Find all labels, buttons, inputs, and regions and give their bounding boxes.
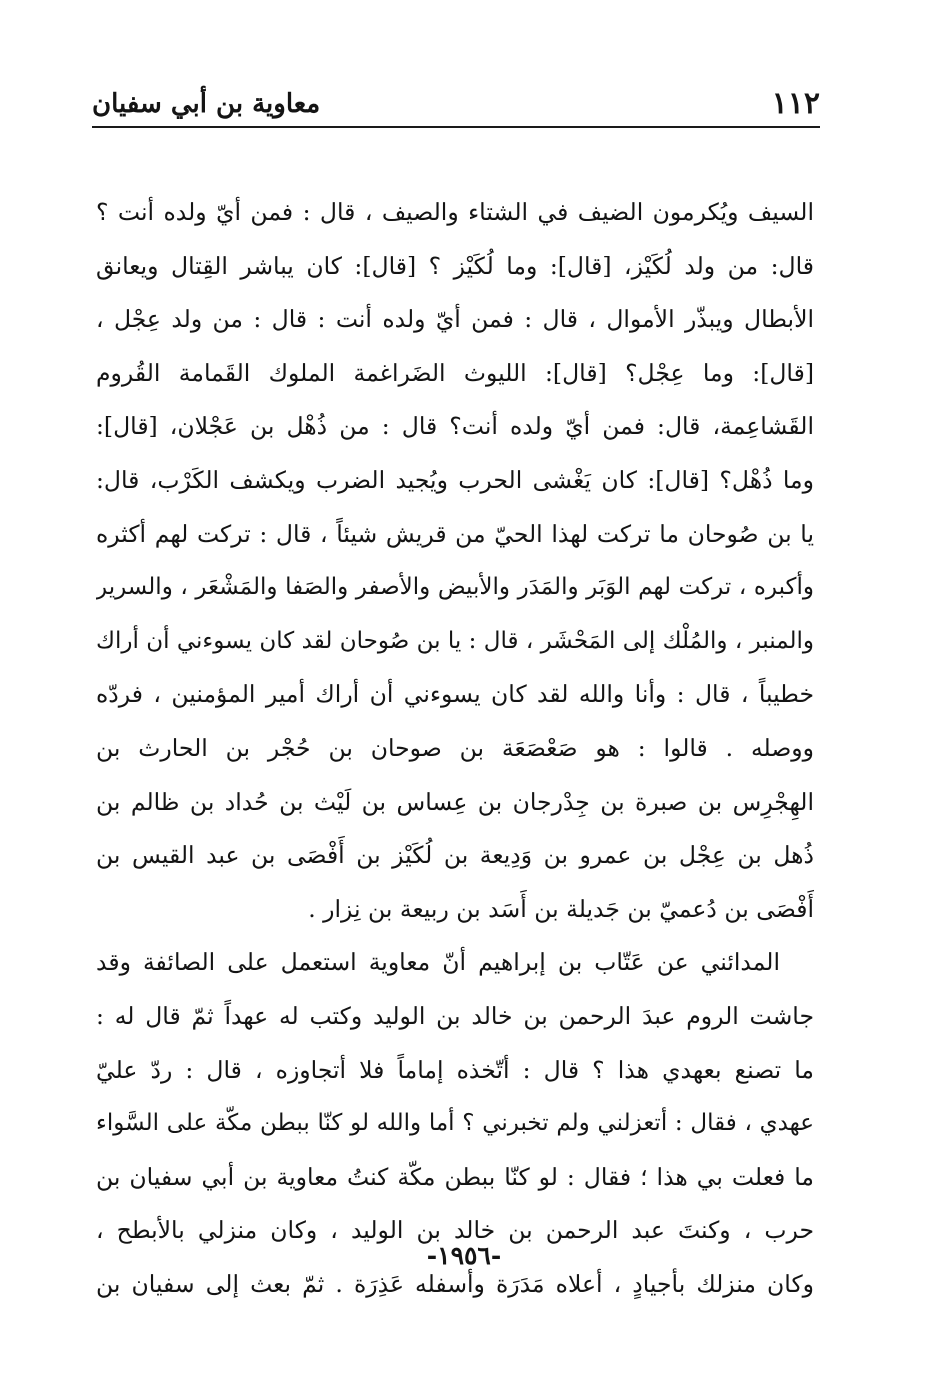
text-line: ما فعلت بي هذا ؛ فقال : لو كنّا ببطن مكّة كنتُ معاوية بن أبي سفيان بن xyxy=(96,1162,814,1191)
text-line: ذُهل بن عِجْل بن عمرو بن وَدِيعة بن لُكَيْز بن أَفْصَى بن عبد القيس بن xyxy=(96,841,814,870)
paragraph-start-line: المدائني عن عَتّاب بن إبراهيم أنّ معاوية استعمل على الصائفة وقد xyxy=(96,948,780,977)
page-header xyxy=(92,78,820,122)
text-line: قال: من ولد لُكَيْز، [قال]: وما لُكَيْز ؟ [قال]: كان يباشر القِتال ويعانق xyxy=(96,251,814,280)
text-line: وما ذُهْل؟ [قال]: كان يَغْشى الحرب ويُجيد الضرب ويكشف الكَرْب، قال: xyxy=(96,465,814,494)
text-line: يا بن صُوحان ما تركت لهذا الحيّ من قريش شيئاً ، قال : تركت لهم أكثره xyxy=(96,519,814,548)
text-line: ما تصنع بعهدي هذا ؟ قال : أتّخذه إماماً فلا أتجاوزه ، قال : ردّ عليّ xyxy=(96,1055,814,1084)
text-line: السيف ويُكرمون الضيف في الشتاء والصيف ، قال : فمن أيّ ولده أنت ؟ xyxy=(96,198,814,226)
body-text xyxy=(96,186,814,1311)
text-line: ووصله . قالوا : هو صَعْصَعَة بن صوحان بن حُجْر بن الحارث بن xyxy=(96,733,814,762)
header-rule xyxy=(92,126,820,128)
text-line: جاشت الروم عبدَ الرحمن بن خالد بن الوليد وكتب له عهداً ثمّ قال له : xyxy=(96,1001,814,1030)
text-line: القَشاعِمة، قال: فمن أيّ ولده أنت؟ قال : من ذُهْل بن عَجْلان، [قال]: xyxy=(96,412,814,441)
footer-page-number: -١٩٥٦- xyxy=(426,1241,502,1270)
text-line: [قال]: وما عِجْل؟ [قال]: الليوث الضَراغمة الملوك القَمامة القُروم xyxy=(96,358,814,387)
page-number: ١١٢ xyxy=(771,86,820,121)
text-line: خطيباً ، قال : وأنا والله لقد كان يسوءني أن أراك أمير المؤمنين ، فردّه xyxy=(96,680,814,709)
text-line: والمنبر ، والمُلْك إلى المَحْشَر ، قال : يا بن صُوحان لقد كان يسوءني أن أراك xyxy=(96,627,814,654)
text-line: أَفْصَى بن دُعميّ بن جَديلة بن أَسَد بن ربيعة بن نِزار . xyxy=(308,894,814,923)
running-title: معاوية بن أبي سفيان xyxy=(92,89,321,119)
text-line: حرب ، وكنتَ عبد الرحمن بن خالد بن الوليد ، وكان منزلي بالأبطح ، xyxy=(96,1216,814,1245)
text-line: الهِجْرِس بن صبرة بن جِدْرجان بن عِساس بن لَيْث بن حُداد بن ظالم بن xyxy=(96,787,814,816)
text-line: الأبطال ويبذّر الأموال ، قال : فمن أيّ ولده أنت : قال : من ولد عِجْل ، xyxy=(96,305,814,334)
text-line: عهدي ، فقال : أتعزلني ولم تخبرني ؟ أما والله لو كنّا ببطن مكّة على السَّواء xyxy=(96,1110,814,1137)
text-line: وأكبره ، تركت لهم الوَبَر والمَدَر والأبيض والأصفر والصَفا والمَشْعَر ، والسرير xyxy=(96,574,814,601)
text-line: وكان منزلك بأجيادٍ ، أعلاه مَدَرَة وأسفله عَذِرَة . ثمّ بعث إلى سفيان بن xyxy=(96,1269,814,1298)
